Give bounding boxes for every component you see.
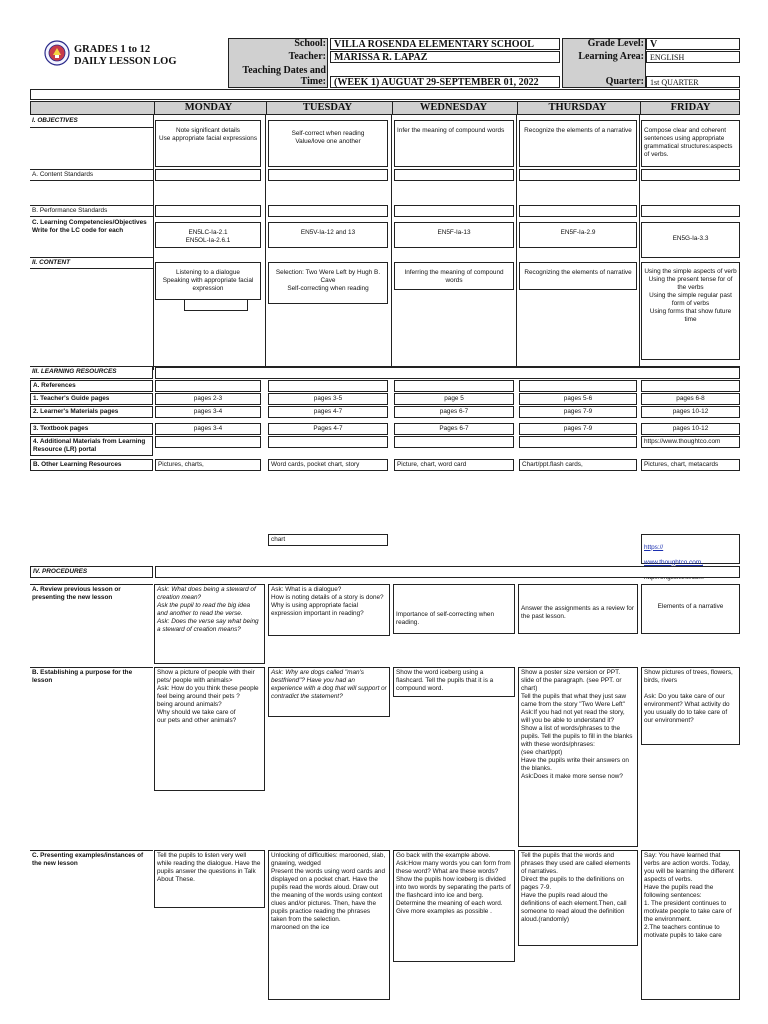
additional-thursday	[519, 436, 637, 448]
dates-label: Teaching Dates and Time:	[242, 65, 326, 87]
content-tuesday: Selection: Two Were Left by Hugh B. Cave Self-correcting when reading	[268, 262, 388, 304]
competency-wednesday: EN5F-Ia-13	[394, 222, 514, 248]
objective-monday: Note significant details Use appropriate facial expressions	[155, 120, 261, 167]
performance-standards-friday	[641, 205, 740, 217]
label-procedures: IV. PROCEDURES	[30, 566, 153, 578]
day-header-wednesday: WEDNESDAY	[392, 101, 514, 115]
performance-standards-monday	[155, 205, 261, 217]
day-header-thursday: THURSDAY	[517, 101, 637, 115]
tg-pages-friday: pages 6-8	[641, 393, 740, 405]
textbook-monday: pages 3-4	[155, 423, 261, 435]
lm-pages-tuesday: pages 4-7	[268, 406, 388, 418]
lm-pages-friday: pages 10-12	[641, 406, 740, 418]
form-title	[74, 44, 177, 68]
additional-tuesday	[268, 436, 388, 448]
content-monday: Listening to a dialogue Speaking with appropriate facial expression	[155, 262, 261, 300]
presenting-thursday: Tell the pupils that the words and phrases they used are called elements of narratives. Direct the pupils to the definitions on pages 7-9. Have the pupils read aloud the definitions of each element.Then, call someone to read aloud the definition aloud.(randomly)	[518, 850, 638, 946]
textbook-tuesday: Pages 4-7	[268, 423, 388, 435]
objective-friday: Compose clear and coherent sentences using appropriate grammatical structures:aspects of verbs.	[641, 120, 740, 167]
label-lm-pages: 2. Learner's Materials pages	[30, 406, 153, 418]
label-purpose: B. Establishing a purpose for the lesson	[30, 667, 153, 689]
label-competencies: C. Learning Competencies/Objectives Write for the LC code for each	[32, 219, 147, 234]
other-friday: Pictures, chart, metacards	[641, 459, 740, 471]
content-thursday: Recognizing the elements of narrative	[519, 262, 637, 290]
content-standards-tuesday	[268, 169, 388, 181]
area-value: ENGLISH	[646, 51, 740, 63]
day-header-tuesday: TUESDAY	[266, 101, 388, 115]
performance-standards-tuesday	[268, 205, 388, 217]
presenting-monday: Tell the pupils to listen very well while reading the dialogue. Have the pupils answer the questions in Talk About These.	[154, 850, 265, 908]
presenting-wednesday: Go back with the example above. Ask:How many words you can form from these word? What are these words? Show the pupils how iceberg is divided into two words by separating the parts of the flashcard into ice and berg. Determine the meaning of each word. Give more examples as possible .	[393, 850, 515, 962]
grade-label: Grade Level:	[587, 38, 644, 49]
label-review: A. Review previous lesson or presenting the new lesson	[30, 584, 153, 606]
content-standards-thursday	[519, 169, 637, 181]
friday-link-1[interactable]: https://	[644, 543, 664, 551]
label-tg-pages: 1. Teacher's Guide pages	[30, 393, 153, 405]
textbook-thursday: pages 7-9	[519, 423, 637, 435]
label-additional: 4. Additional Materials from Learning Resource (LR) portal	[30, 436, 153, 456]
review-monday: Ask: What does being a steward of creation mean? Ask the pupil to read the big idea and another to read the verse. Ask: Does the verse say what being a steward of creation means?	[154, 584, 265, 664]
school-value: VILLA ROSENDA ELEMENTARY SCHOOL	[330, 38, 560, 50]
tg-pages-tuesday: pages 3-5	[268, 393, 388, 405]
objective-thursday: Recognize the elements of a narrative	[519, 120, 637, 167]
other-tuesday-extra: chart	[268, 534, 388, 546]
other-tuesday: Word cards, pocket chart, story	[268, 459, 388, 471]
label-other-resources: B. Other Learning Resources	[30, 459, 153, 471]
area-label: Learning Area:	[578, 51, 644, 62]
performance-standards-wednesday	[394, 205, 514, 217]
lm-pages-thursday: pages 7-9	[519, 406, 637, 418]
procedures-row-box	[155, 566, 740, 578]
label-textbook: 3. Textbook pages	[30, 423, 153, 435]
references-thursday	[519, 380, 637, 392]
additional-wednesday	[394, 436, 514, 448]
other-monday: Pictures, charts,	[155, 459, 261, 471]
quarter-label: Quarter:	[605, 76, 644, 87]
performance-standards-thursday	[519, 205, 637, 217]
competency-tuesday: EN5V-Ia-12 and 13	[268, 222, 388, 248]
label-content: II. CONTENT	[30, 257, 153, 269]
tg-pages-monday: pages 2-3	[155, 393, 261, 405]
competency-thursday: EN5F-Ia-2.9	[519, 222, 637, 248]
dates-value: (WEEK 1) AUGUAT 29-SEPTEMBER 01, 2022	[330, 76, 560, 88]
content-standards-friday	[641, 169, 740, 181]
day-header-friday: FRIDAY	[640, 101, 740, 115]
other-wednesday: Picture, chart, word card	[394, 459, 514, 471]
friday-link-2[interactable]: www.thoughtco.com,	[644, 558, 703, 566]
quarter-value: 1st QUARTER	[646, 76, 740, 88]
review-tuesday: Ask: What is a dialogue? How is noting details of a story is done? Why is using appropriate facial expression important in reading?	[268, 584, 390, 636]
review-wednesday: Importance of self-correcting when reading.	[393, 584, 515, 634]
purpose-friday: Show pictures of trees, flowers, birds, rivers Ask: Do you take care of our environment? What activity do you usually do to take care of our environment?	[641, 667, 740, 745]
additional-monday	[155, 436, 261, 448]
header-spacer-bar	[30, 89, 740, 100]
label-references: A. References	[30, 380, 153, 392]
review-friday: Elements of a narrative	[641, 584, 740, 634]
other-thursday: Chart/ppt.flash cards,	[519, 459, 637, 471]
label-content-standards: A. Content Standards	[30, 169, 153, 181]
references-friday	[641, 380, 740, 392]
presenting-friday: Say: You have learned that verbs are action words. Today, you will be learning the different aspects of verbs. Have the pupils read the following sentences: 1. The president continues to motivate people to take care of the environment. 2.The teachers continue to motivate pupils to take care	[641, 850, 740, 1000]
school-label: School:	[294, 38, 326, 49]
competency-friday: EN5G-Ia-3.3	[641, 222, 740, 258]
form-title-line1: GRADES 1 to 12	[74, 44, 151, 55]
day-header-monday: MONDAY	[154, 101, 262, 115]
review-thursday: Answer the assignments as a review for the past lesson.	[518, 584, 638, 634]
content-monday-subbox	[184, 299, 248, 311]
teacher-label: Teacher:	[288, 51, 326, 62]
competency-monday: EN5LC-Ia-2.1 EN5OL-Ia-2.6.1	[155, 222, 261, 248]
content-wednesday: Inferring the meaning of compound words	[394, 262, 514, 290]
tg-pages-thursday: pages 5-6	[519, 393, 637, 405]
form-title-line2: DAILY LESSON LOG	[74, 56, 177, 67]
grade-value: V	[646, 38, 740, 50]
textbook-wednesday: Pages 6-7	[394, 423, 514, 435]
additional-friday-link[interactable]: https://www.thoughtco.com	[641, 436, 740, 448]
content-standards-monday	[155, 169, 261, 181]
label-objectives: I. OBJECTIVES	[30, 116, 153, 128]
purpose-wednesday: Show the word iceberg using a flashcard. Tell the pupils that it is a compound word.	[393, 667, 515, 697]
purpose-monday: Show a picture of people with their pets/ people with animals> Ask: How do you think these people feel being around their pets ? being around animals? Why should we take care of our pets and other animals?	[154, 667, 265, 791]
content-standards-wednesday	[394, 169, 514, 181]
deped-seal	[44, 40, 70, 66]
label-resources: III. LEARNING RESOURCES	[30, 367, 153, 379]
lm-pages-monday: pages 3-4	[155, 406, 261, 418]
label-performance-standards: B. Performance Standards	[30, 205, 153, 217]
content-friday: Using the simple aspects of verb Using the present tense for of the verbs Using the simple regular past form of verbs Using forms that show future time	[641, 262, 740, 360]
objective-tuesday: Self-correct when reading Value/love one another	[268, 120, 388, 167]
lm-pages-wednesday: pages 6-7	[394, 406, 514, 418]
references-wednesday	[394, 380, 514, 392]
resources-row-box	[155, 367, 740, 379]
other-friday-links	[641, 534, 740, 564]
references-monday	[155, 380, 261, 392]
purpose-thursday: Show a poster size version or PPT. slide of the paragraph. (see PPT. or chart) Tell the pupils that what they just saw came from the story "Two Were Left" Ask:If you had not yet read the story, will you be able to understand it? Show a list of words/phrases to the pupils. Tell the pupils to fill in the blanks with these words/phrases: (see chart/ppt) Have the pupils write their answers on the blanks. Ask:Does it make more sense now?	[518, 667, 638, 847]
presenting-tuesday: Unlocking of difficulties: marooned, slab, gnawing, wedged Present the words using word cards and displayed on a pocket chart. Have the pupils read the words aloud. Draw out the meaning of the words using context clues and/or pictures. Then, have the pupils practice reading the phrases taken from the selection. marooned on the ice	[268, 850, 390, 1000]
objective-wednesday: Infer the meaning of compound words	[394, 120, 514, 167]
tg-pages-wednesday: page 5	[394, 393, 514, 405]
label-presenting: C. Presenting examples/instances of the new lesson	[30, 850, 153, 880]
textbook-friday: pages 10-12	[641, 423, 740, 435]
references-tuesday	[268, 380, 388, 392]
teacher-value: MARISSA R. LAPAZ	[330, 51, 560, 63]
purpose-tuesday: Ask: Why are dogs called "man's bestfriend"? Have you had an experience with a dog that will support or contradict the statement?	[268, 667, 390, 717]
